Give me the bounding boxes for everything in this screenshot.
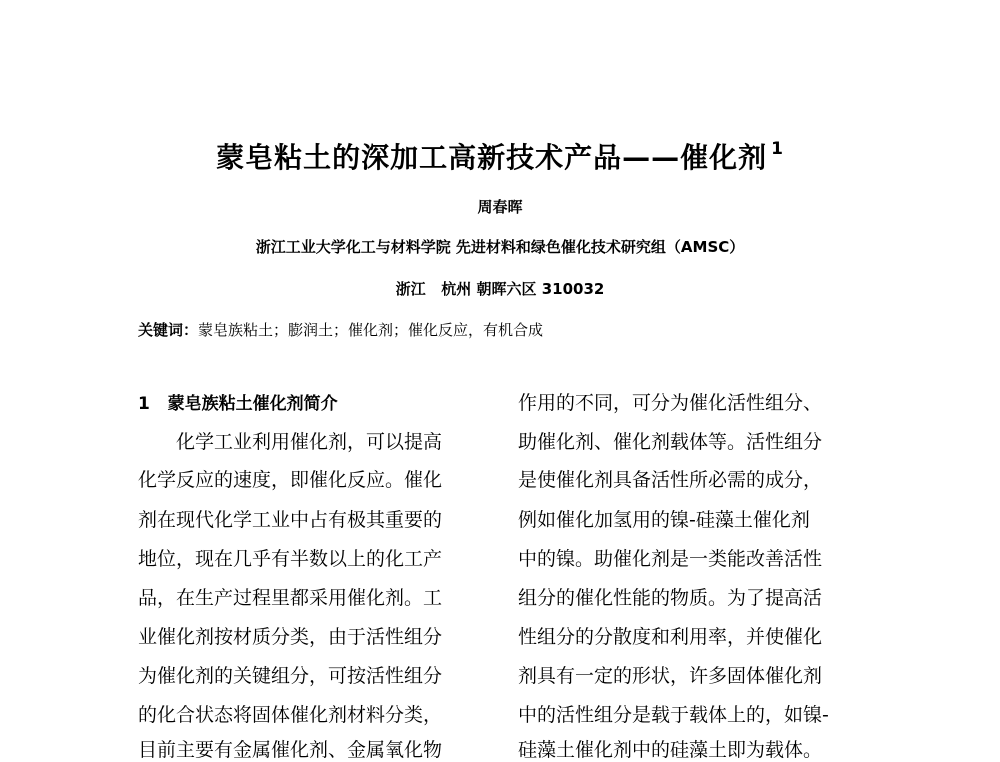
right-column-line: 剂具有一定的形状，许多固体催化剂 (518, 665, 823, 687)
left-column-line: 剂在现代化学工业中占有极其重要的 (138, 509, 443, 531)
right-column-line: 作用的不同，可分为催化活性组分、 (518, 392, 823, 414)
paper-title (0, 136, 1000, 176)
title-text: 蒙皂粘土的深加工高新技术产品——催化剂 (216, 141, 768, 174)
right-column-line: 组分的催化性能的物质。为了提高活 (518, 587, 823, 609)
right-column-line: 是使催化剂具备活性所必需的成分， (518, 469, 823, 491)
left-column-line: 的化合状态将固体催化剂材料分类， (138, 704, 443, 726)
left-column-line: 地位，现在几乎有半数以上的化工产 (138, 548, 443, 570)
left-column-line: 品，在生产过程里都采用催化剂。工 (138, 587, 443, 609)
section-heading: 1 蒙皂族粘土催化剂简介 (138, 394, 338, 414)
left-column-line: 为催化剂的关键组分，可按活性组分 (138, 665, 443, 687)
right-column-line: 助催化剂、催化剂载体等。活性组分 (518, 431, 823, 453)
left-column-line: 目前主要有金属催化剂、金属氧化物 (138, 739, 443, 761)
title-footnote-mark: 1 (771, 139, 784, 159)
left-column-line: 化学工业利用催化剂，可以提高 (176, 431, 443, 453)
keywords-label: 关键词： (138, 321, 199, 339)
keywords-text: 蒙皂族粘土；膨润土；催化剂；催化反应，有机合成 (198, 321, 544, 339)
left-column-line: 化学反应的速度，即催化反应。催化 (138, 469, 443, 491)
right-column-line: 中的活性组分是载于载体上的，如镍- (518, 704, 829, 726)
keywords-line (138, 319, 543, 340)
author-name: 周春晖 (477, 198, 523, 216)
author-address: 浙江 杭州 朝晖六区 310032 (395, 280, 605, 298)
left-column-line: 业催化剂按材质分类，由于活性组分 (138, 626, 443, 648)
right-column-line: 例如催化加氢用的镍-硅藻土催化剂 (518, 509, 810, 531)
right-column-line: 性组分的分散度和利用率，并使催化 (518, 626, 823, 648)
right-column-line: 中的镍。助催化剂是一类能改善活性 (518, 548, 823, 570)
right-column-line: 硅藻土催化剂中的硅藻土即为载体。 (518, 739, 823, 761)
author-affiliation: 浙江工业大学化工与材料学院 先进材料和绿色催化技术研究组（AMSC） (255, 238, 745, 256)
